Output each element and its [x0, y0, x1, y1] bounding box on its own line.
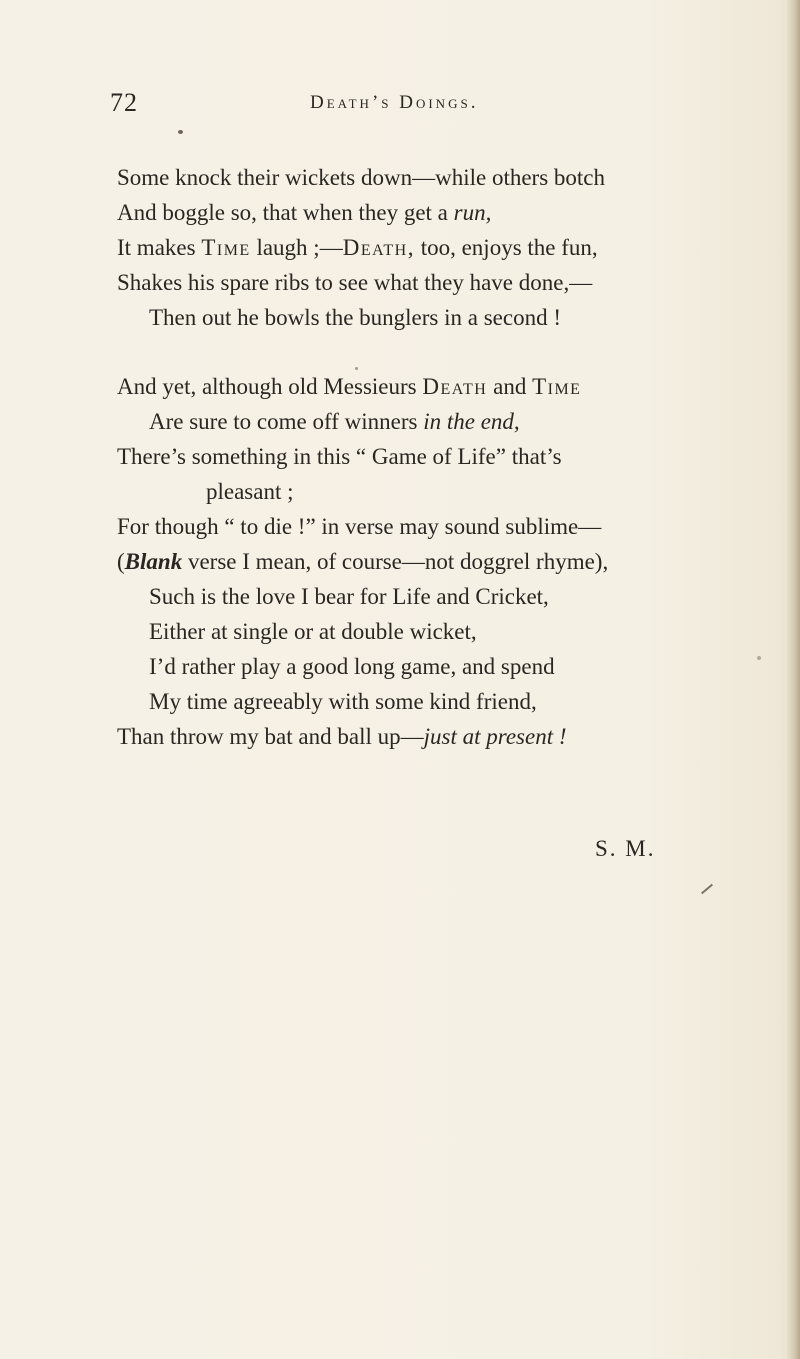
poem-line: Then out he bowls the bunglers in a second !: [149, 305, 561, 330]
ink-speck: [355, 367, 358, 370]
poem-line: Than throw my bat and ball up—just at present !: [117, 724, 567, 749]
poem-line: And boggle so, that when they get a run,: [117, 200, 492, 225]
poem-line: There’s something in this “ Game of Life” that’s: [117, 444, 562, 469]
page-header: [110, 88, 710, 122]
poem-line: I’d rather play a good long game, and spend: [149, 654, 555, 679]
page-edge-shadow: [786, 0, 800, 1359]
poem-line: Either at single or at double wicket,: [149, 619, 477, 644]
poem-line: For though “ to die !” in verse may sound sublime—: [117, 514, 602, 539]
poem-line: Are sure to come off winners in the end,: [149, 409, 520, 434]
page-number: 72: [110, 88, 138, 117]
author-signature: S. M.: [595, 836, 656, 861]
poem-line: Such is the love I bear for Life and Cricket,: [149, 584, 549, 609]
poem-line: pleasant ;: [206, 479, 294, 504]
poem-line: Some knock their wickets down—while others botch: [117, 165, 606, 190]
poem-line: It makes Time laugh ;—Death, too, enjoys the fun,: [117, 235, 598, 260]
ink-speck: [757, 656, 761, 660]
poem-line: Shakes his spare ribs to see what they have done,—: [117, 270, 593, 295]
poem-line: And yet, although old Messieurs Death and Time: [117, 374, 582, 399]
poem-line: (Blank verse I mean, of course—not doggrel rhyme),: [117, 549, 609, 574]
poem-line: My time agreeably with some kind friend,: [149, 689, 537, 714]
pencil-mark: [701, 884, 713, 895]
running-title: Death’s Doings.: [310, 92, 479, 113]
ink-speck: [178, 130, 183, 134]
